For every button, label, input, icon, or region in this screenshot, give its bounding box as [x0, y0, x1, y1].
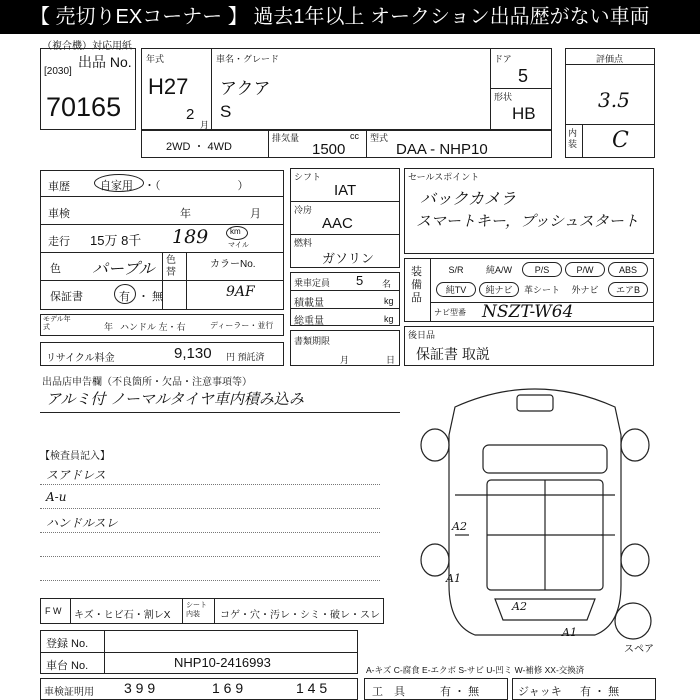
- interior-label: 内装: [568, 128, 578, 149]
- load-unit: kg: [384, 296, 394, 306]
- doc-deadline-month: 月: [340, 355, 350, 365]
- navi-label: ナビ型番: [434, 308, 466, 317]
- recycle-label: リサイクル料金: [46, 353, 115, 364]
- doc-deadline-label: 書類期限: [294, 336, 331, 346]
- model-year-label: モデル年式: [43, 316, 71, 331]
- registration-label: 登録 No.: [46, 638, 89, 650]
- displacement-value: 1500: [312, 141, 346, 158]
- door-label: ドア: [494, 54, 512, 64]
- ac-value: AAC: [322, 215, 353, 232]
- fuel-value: ガソリン: [322, 251, 375, 266]
- equipment-tag: 純A/W: [486, 265, 512, 275]
- notes-label: 出品店申告欄（不良箇所・欠品・注意事項等）: [42, 377, 252, 388]
- drive-text: 2WD ・ 4WD: [166, 141, 232, 153]
- color-no-label: カラーNo.: [210, 259, 256, 270]
- cert-digits-a: 3 9 9: [124, 680, 156, 696]
- chassis-value: NHP10-2416993: [174, 655, 271, 670]
- equipment-tag: P/S: [522, 262, 562, 277]
- notes-hand: アルミ付 ノーマルタイヤ車内積み込み: [46, 390, 304, 408]
- equipment-tag: 純TV: [436, 282, 476, 297]
- mileage-label: 走行: [48, 236, 70, 248]
- load-label: 積載量: [294, 298, 324, 309]
- mileage-unit-mile: マイル: [228, 242, 249, 249]
- diagram-mark-4: A1: [562, 626, 577, 639]
- seat-items: コゲ・穴・汚レ・シミ・破レ・スレ: [220, 610, 380, 621]
- inspection-year: 年: [180, 208, 191, 220]
- lot-code: [2030]: [44, 66, 72, 77]
- fuel-label: 燃料: [294, 238, 313, 248]
- inspector-line3: ハンドルスレ: [46, 516, 118, 530]
- sheet-subtitle: （複合機）対応用紙: [42, 41, 132, 52]
- seat-label: シート内装: [186, 602, 207, 618]
- shift-label: シフト: [294, 172, 322, 182]
- fw-label: F W: [45, 606, 62, 616]
- color-label: 色: [50, 263, 61, 275]
- total-weight-label: 総重量: [294, 316, 324, 327]
- lot-label: 出品 No.: [78, 54, 132, 70]
- cert-digits-c: 1 4 5: [296, 680, 328, 696]
- recycle-unit: 円 預託済: [226, 352, 265, 362]
- capacity-value: 5: [356, 273, 364, 288]
- tools-label: 工 具: [372, 686, 405, 698]
- sales-point-line1: バックカメラ: [420, 189, 517, 208]
- model-year-year: 年: [104, 322, 114, 332]
- diagram-mark-3: A2: [512, 600, 527, 613]
- inspector-line1: スアドレス: [46, 468, 106, 482]
- equipment-tag: S/R: [448, 265, 464, 275]
- jack-value: 有 ・ 無: [580, 686, 620, 698]
- model-grade: S: [220, 102, 232, 121]
- equipment-tag: P/W: [565, 262, 605, 277]
- spare-label: スペア: [624, 644, 654, 655]
- shape-value: HB: [512, 104, 536, 123]
- shape-label: 形状: [494, 92, 513, 102]
- type-code-label: 型式: [370, 133, 389, 143]
- diagram-mark-1: A2: [452, 520, 467, 533]
- score-value: 3.5: [598, 88, 630, 112]
- history-label: 車歴: [48, 181, 70, 193]
- cert-digits-b: 1 6 9: [212, 680, 244, 696]
- after-delivery-label: 後日品: [408, 330, 436, 340]
- inspection-label: 車検: [48, 208, 70, 220]
- equipment-tag: 革シート: [523, 285, 560, 295]
- inspector-line2: A-u: [46, 490, 67, 504]
- shift-value: IAT: [334, 182, 357, 199]
- warranty-value: 有: [119, 291, 130, 303]
- score-label: 評価点: [596, 54, 624, 64]
- history-rest: ・（ ）: [144, 180, 249, 192]
- door-value: 5: [518, 66, 529, 86]
- car-damage-diagram: [405, 385, 665, 655]
- year-label: 年式: [146, 54, 165, 64]
- equipment-label: 装備品: [411, 266, 422, 304]
- lot-number: 70165: [46, 92, 122, 122]
- year-era: H27: [148, 74, 189, 99]
- jack-label: ジャッキ: [518, 686, 562, 698]
- displacement-unit: cc: [350, 131, 359, 141]
- history-value: 自家用: [100, 180, 133, 192]
- tools-value: 有 ・ 無: [440, 686, 480, 698]
- fw-items: キズ・ヒビ石・割レX: [74, 610, 171, 621]
- equipment-tag: 外ナビ: [571, 285, 599, 295]
- type-code-value: DAA - NHP10: [396, 141, 488, 158]
- chassis-label: 車台 No.: [46, 660, 89, 672]
- equipment-tag: エアB: [608, 282, 648, 297]
- cert-label: 車検証明用: [44, 687, 94, 698]
- ac-label: 冷房: [294, 205, 313, 215]
- mileage-unit-km: km: [230, 227, 241, 236]
- model-year-dealer: ディーラー・並行: [210, 321, 274, 330]
- inspector-label: 【検査員記入】: [40, 451, 110, 462]
- year-month-unit: 月: [200, 120, 210, 130]
- color-no: 9AF: [226, 284, 255, 300]
- mileage-hand: 189: [172, 226, 209, 248]
- total-weight-unit: kg: [384, 314, 394, 324]
- after-delivery-value: 保証書 取説: [416, 346, 490, 362]
- model-label: 車名・グレード: [216, 54, 280, 64]
- warranty-label: 保証書: [50, 291, 83, 303]
- color-change: 色替: [166, 255, 176, 278]
- damage-legend: A-キズ C-腐食 E-エクボ S-サビ U-凹ミ W-補修 XX-交換済: [366, 665, 585, 675]
- recycle-value: 9,130: [174, 345, 212, 362]
- year-month: 2: [186, 106, 195, 123]
- sales-point-line2: スマートキー，プッシュスタート: [416, 212, 639, 230]
- color-value: パープル: [92, 259, 155, 278]
- inspection-month: 月: [250, 208, 261, 220]
- diagram-mark-2: A1: [446, 572, 461, 585]
- sales-point-label: セールスポイント: [408, 172, 480, 182]
- equipment-tag: 純ナビ: [479, 282, 519, 297]
- warranty-rest: ・ 無: [138, 291, 164, 303]
- model-year-handle: ハンドル 左・右: [120, 322, 186, 332]
- capacity-label: 乗車定員: [294, 278, 331, 288]
- banner-title: 【 売切りEXコーナー 】 過去1年以上 オークション出品歴がない車両: [0, 0, 700, 34]
- capacity-unit: 名: [382, 279, 392, 289]
- model-name: アクア: [220, 79, 271, 98]
- equipment-tag: ABS: [608, 262, 648, 277]
- interior-value: C: [612, 128, 629, 153]
- doc-deadline-day: 日: [386, 355, 396, 365]
- displacement-label: 排気量: [272, 133, 300, 143]
- navi-model: NSZT-W64: [482, 302, 574, 322]
- mileage-text: 15万 8千: [90, 233, 142, 248]
